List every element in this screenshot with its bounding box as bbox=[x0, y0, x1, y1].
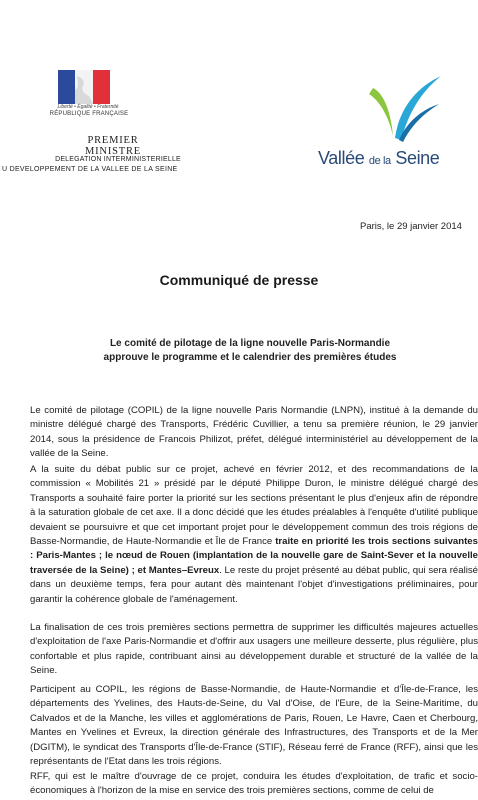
priority-sections-bold: traite en priorité les trois sections suivantes : Paris-Mantes ; le nœud de Rouen (implantation de la nouvelle gare de Saint-Sever et la nouvelle traversée de la Seine) ; et Mantes–Evreux bbox=[30, 536, 478, 576]
delegation-line-2: U DEVELOPPEMENT DE LA VALLEE DE LA SEINE bbox=[2, 166, 178, 173]
vallee-seine-logo-icon bbox=[355, 70, 455, 150]
marianne-logo bbox=[58, 70, 110, 104]
document-date: Paris, le 29 janvier 2014 bbox=[360, 221, 462, 232]
delegation-line-1: DELEGATION INTERMINISTERIELLE bbox=[55, 156, 181, 163]
republic-motto: Liberté • Égalité • Fraternité bbox=[57, 104, 119, 110]
paragraph-copil-intro: Le comité de pilotage (COPIL) de la ligne nouvelle Paris Normandie (LNPN), institué à la demande du ministre délégué chargé des Transports, Frédéric Cuvillier, a tenu sa première réunion, le 29 janvier 2014, sous la présidence de Francois Philizot, préfet, délégué interministériel au développement de la vallée de la Seine. bbox=[30, 405, 478, 460]
paragraph-debat-public: A la suite du débat public sur ce projet, achevé en février 2012, et des recommandations de la commission « Mobilités 21 » présidé par le député Philippe Duron, le ministre délégué chargé des Transports a souhaité faire porter la priorité sur les sections présentant le plus d'enjeux afin de répondre à la saturation globale de cet axe. Il a donc décidé que les études préalables à l'enquête d'utilité publique devaient se poursuivre et que cet important projet pour le développement commun des trois régions de Basse-Normandie, de Haute-Normandie et Île de France traite en priorité les trois sections suivantes : Paris-Mantes ; le nœud de Rouen (implantation de la nouvelle gare de Saint-Sever et la nouvelle traversée de la Seine) ; et Mantes–Evreux. Le reste du projet présenté au débat public, qui sera réalisé dans un deuxième temps, fera pour autant dès maintenant l'objet d'investigations préliminaires, pour garantir la cohérence globale de l'aménagement. bbox=[30, 464, 478, 605]
paragraph-finalisation: La finalisation de ces trois premières sections permettra de supprimer les difficultés majeures actuelles d'exploitation de l'axe Paris-Normandie et d'offrir aux usagers une meilleure desserte, plus régulière, plus confortable et plus rapide, contribuant ainsi au développement durable et structuré de la vallée de la Seine. bbox=[30, 622, 478, 677]
subtitle-line-1: Le comité de pilotage de la ligne nouvelle Paris-Normandie bbox=[109, 338, 391, 349]
page-title: Communiqué de presse bbox=[159, 272, 319, 288]
republique-francaise: RÉPUBLIQUE FRANÇAISE bbox=[49, 111, 129, 117]
paragraph-rff: RFF, qui est le maître d'ouvrage de ce projet, conduira les études d'exploitation, de trafic et socio-économiques à l'horizon de la mise en service des trois premières sections, comme de celui de bbox=[30, 771, 478, 797]
vallee-seine-logo-text: Vallée de la Seine bbox=[318, 148, 440, 168]
subtitle-line-2: approuve le programme et le calendrier des premières études bbox=[103, 352, 397, 363]
premier-ministre-heading: PREMIER MINISTRE bbox=[85, 135, 141, 157]
paragraph-participants: Participent au COPIL, les régions de Basse-Normandie, de Haute-Normandie et d'Île-de-France, les départements des Yvelines, des Hauts-de-Seine, du Val d'Oise, de l'Eure, de la Seine-Maritime, du Calvados et de la Manche, les villes et agglomérations de Paris, Rouen, Le Havre, Caen et Cherbourg, Mantes en Yvelines et Evreux, la direction générale des Infrastructures, des Transports et de la Mer (DGITM), le syndicat des Transports d'Île-de-France (STIF), Réseau ferré de France (RFF), ainsi que les représentants de l'Etat dans les trois régions. bbox=[30, 684, 478, 768]
